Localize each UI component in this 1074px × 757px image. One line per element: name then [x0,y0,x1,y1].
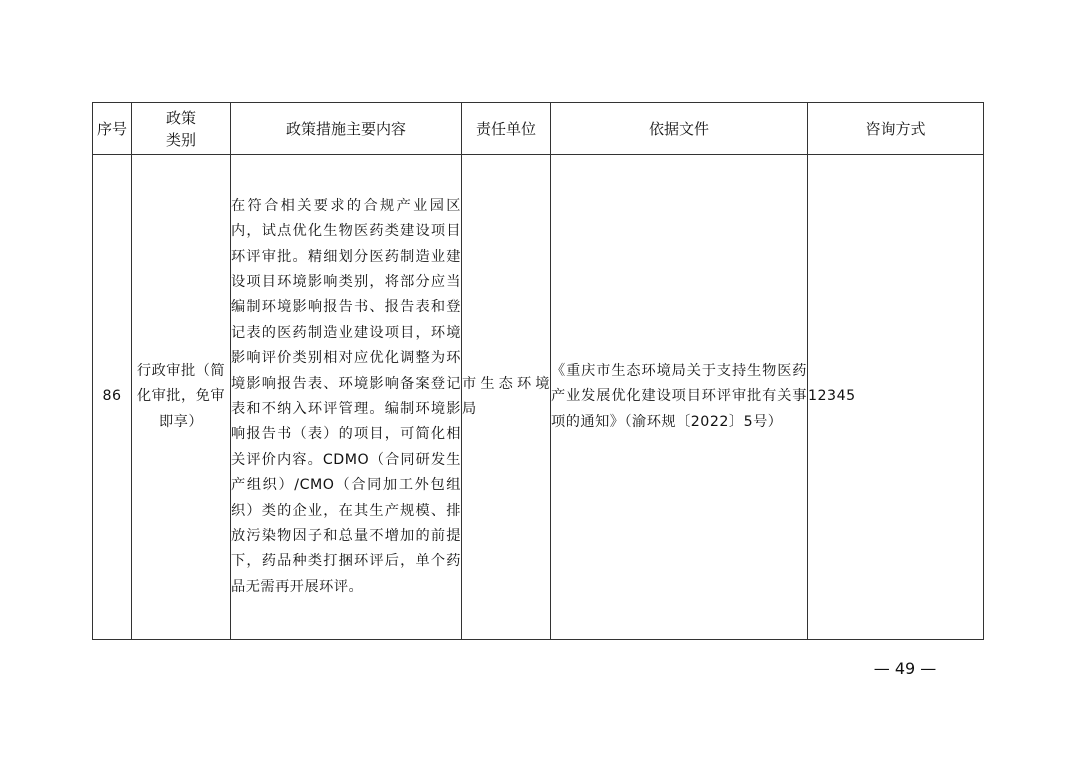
cell-no: 86 [93,155,132,640]
table-row [93,155,984,640]
page-number: — 49 — [873,659,937,678]
header-unit: 责任单位 [462,103,551,155]
cell-unit: 市生态环境局 [462,155,551,640]
table-header-row [93,103,984,155]
header-content: 政策措施主要内容 [231,103,462,155]
header-no: 序号 [93,103,132,155]
cell-basis: 《重庆市生态环境局关于支持生物医药产业发展优化建设项目环评审批有关事项的通知》（渝环规〔2022〕5号） [551,155,808,640]
header-basis: 依据文件 [551,103,808,155]
policy-table [92,102,984,640]
header-category: 政策类别 [132,103,231,155]
header-contact: 咨询方式 [808,103,984,155]
cell-contact: 12345 [808,155,984,640]
cell-category: 行政审批（简化审批，免审即享） [132,155,231,640]
cell-content: 在符合相关要求的合规产业园区内，试点优化生物医药类建设项目环评审批。精细划分医药制造业建设项目环境影响类别，将部分应当编制环境影响报告书、报告表和登记表的医药制造业建设项目，环境影响评价类别相对应优化调整为环境影响报告表、环境影响备案登记表和不纳入环评管理。编制环境影响报告书（表）的项目，可简化相关评价内容。CDMO（合同研发生产组织）/CMO（合同加工外包组织）类的企业，在其生产规模、排放污染物因子和总量不增加的前提下，药品种类打捆环评后，单个药品无需再开展环评。 [231,155,462,640]
